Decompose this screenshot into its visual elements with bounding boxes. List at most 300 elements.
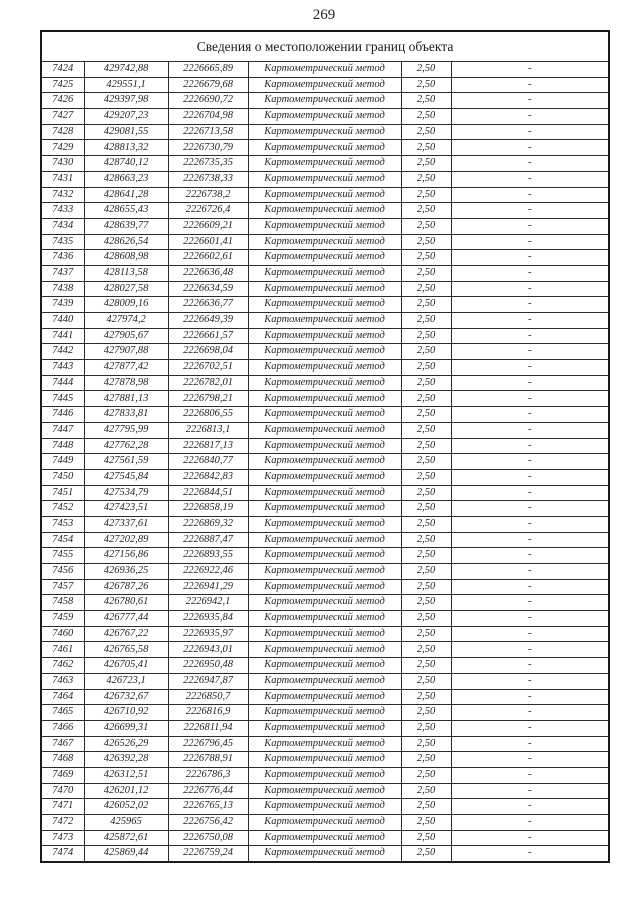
cell-point-number: 7467 [41,736,84,752]
table-row [41,830,609,846]
table-row [41,548,609,564]
cell-method: Картометрический метод [248,265,401,281]
cell-empty: - [451,846,609,862]
cell-coordinate-y: 2226713,58 [168,124,248,140]
cell-coordinate-x: 428009,16 [84,297,168,313]
cell-coordinate-y: 2226811,94 [168,720,248,736]
cell-empty: - [451,469,609,485]
table-row [41,516,609,532]
cell-precision: 2,50 [401,658,451,674]
cell-coordinate-x: 427907,88 [84,344,168,360]
cell-empty: - [451,611,609,627]
table-row [41,109,609,125]
cell-coordinate-y: 2226782,01 [168,375,248,391]
cell-precision: 2,50 [401,485,451,501]
cell-coordinate-x: 427337,61 [84,516,168,532]
cell-point-number: 7425 [41,77,84,93]
cell-point-number: 7472 [41,815,84,831]
cell-method: Картометрический метод [248,218,401,234]
cell-precision: 2,50 [401,799,451,815]
cell-coordinate-y: 2226806,55 [168,407,248,423]
cell-coordinate-y: 2226602,61 [168,250,248,266]
cell-coordinate-y: 2226935,97 [168,626,248,642]
cell-method: Картометрический метод [248,783,401,799]
cell-precision: 2,50 [401,375,451,391]
table-title-row [41,31,609,62]
cell-coordinate-y: 2226922,46 [168,564,248,580]
cell-coordinate-y: 2226661,57 [168,328,248,344]
cell-point-number: 7463 [41,673,84,689]
cell-method: Картометрический метод [248,375,401,391]
cell-coordinate-y: 2226947,87 [168,673,248,689]
cell-coordinate-y: 2226679,68 [168,77,248,93]
cell-point-number: 7450 [41,469,84,485]
cell-coordinate-y: 2226943,01 [168,642,248,658]
cell-coordinate-x: 429081,55 [84,124,168,140]
cell-precision: 2,50 [401,124,451,140]
cell-point-number: 7445 [41,391,84,407]
table-row [41,564,609,580]
table-row [41,846,609,862]
table-row [41,595,609,611]
table-row [41,171,609,187]
cell-method: Картометрический метод [248,156,401,172]
cell-precision: 2,50 [401,501,451,517]
table-row [41,736,609,752]
cell-empty: - [451,626,609,642]
table-row [41,375,609,391]
cell-point-number: 7459 [41,611,84,627]
table-row [41,422,609,438]
cell-coordinate-x: 426705,41 [84,658,168,674]
table-row [41,438,609,454]
cell-method: Картометрический метод [248,407,401,423]
cell-empty: - [451,407,609,423]
cell-coordinate-x: 426732,67 [84,689,168,705]
table-row [41,611,609,627]
cell-coordinate-x: 427156,86 [84,548,168,564]
cell-empty: - [451,595,609,611]
table-row [41,344,609,360]
cell-coordinate-x: 427878,98 [84,375,168,391]
cell-precision: 2,50 [401,846,451,862]
cell-precision: 2,50 [401,344,451,360]
table-row [41,407,609,423]
cell-coordinate-y: 2226840,77 [168,454,248,470]
table-row [41,454,609,470]
cell-empty: - [451,391,609,407]
cell-coordinate-x: 426787,26 [84,579,168,595]
cell-coordinate-y: 2226935,84 [168,611,248,627]
cell-method: Картометрический метод [248,109,401,125]
cell-point-number: 7471 [41,799,84,815]
cell-precision: 2,50 [401,705,451,721]
table-row [41,93,609,109]
cell-coordinate-y: 2226738,2 [168,187,248,203]
cell-empty: - [451,548,609,564]
cell-method: Картометрический метод [248,579,401,595]
cell-coordinate-x: 427833,81 [84,407,168,423]
cell-empty: - [451,124,609,140]
cell-method: Картометрический метод [248,642,401,658]
cell-precision: 2,50 [401,360,451,376]
cell-coordinate-x: 428740,12 [84,156,168,172]
cell-coordinate-x: 426936,25 [84,564,168,580]
cell-coordinate-x: 427545,84 [84,469,168,485]
cell-empty: - [451,830,609,846]
cell-empty: - [451,438,609,454]
cell-coordinate-x: 428027,58 [84,281,168,297]
table-row [41,689,609,705]
cell-point-number: 7437 [41,265,84,281]
cell-method: Картометрический метод [248,344,401,360]
cell-coordinate-y: 2226730,79 [168,140,248,156]
cell-precision: 2,50 [401,218,451,234]
table-title: Сведения о местоположении границ объекта [41,31,609,62]
cell-method: Картометрический метод [248,720,401,736]
cell-method: Картометрический метод [248,250,401,266]
cell-precision: 2,50 [401,422,451,438]
cell-point-number: 7473 [41,830,84,846]
cell-empty: - [451,234,609,250]
cell-coordinate-x: 427877,42 [84,360,168,376]
cell-coordinate-x: 425872,61 [84,830,168,846]
cell-method: Картометрический метод [248,516,401,532]
cell-precision: 2,50 [401,297,451,313]
cell-empty: - [451,752,609,768]
cell-coordinate-x: 426392,28 [84,752,168,768]
cell-method: Картометрический метод [248,501,401,517]
cell-coordinate-y: 2226738,33 [168,171,248,187]
cell-point-number: 7442 [41,344,84,360]
cell-point-number: 7438 [41,281,84,297]
cell-point-number: 7440 [41,313,84,329]
cell-empty: - [451,564,609,580]
cell-method: Картометрический метод [248,77,401,93]
cell-precision: 2,50 [401,187,451,203]
cell-empty: - [451,93,609,109]
cell-empty: - [451,767,609,783]
cell-method: Картометрический метод [248,171,401,187]
cell-coordinate-x: 426723,1 [84,673,168,689]
table-row [41,77,609,93]
cell-coordinate-y: 2226842,83 [168,469,248,485]
cell-precision: 2,50 [401,93,451,109]
cell-empty: - [451,328,609,344]
cell-coordinate-x: 426699,31 [84,720,168,736]
cell-coordinate-x: 427534,79 [84,485,168,501]
table-row [41,469,609,485]
table-row [41,250,609,266]
cell-empty: - [451,516,609,532]
table-row [41,124,609,140]
cell-empty: - [451,187,609,203]
cell-coordinate-y: 2226798,21 [168,391,248,407]
cell-point-number: 7430 [41,156,84,172]
cell-coordinate-y: 2226844,51 [168,485,248,501]
cell-empty: - [451,156,609,172]
cell-point-number: 7461 [41,642,84,658]
table-row [41,360,609,376]
cell-coordinate-x: 428639,77 [84,218,168,234]
cell-method: Картометрический метод [248,767,401,783]
cell-precision: 2,50 [401,752,451,768]
table-row [41,783,609,799]
cell-coordinate-y: 2226690,72 [168,93,248,109]
cell-empty: - [451,62,609,78]
cell-point-number: 7464 [41,689,84,705]
cell-coordinate-y: 2226786,3 [168,767,248,783]
cell-precision: 2,50 [401,548,451,564]
cell-precision: 2,50 [401,407,451,423]
cell-point-number: 7439 [41,297,84,313]
cell-coordinate-y: 2226950,48 [168,658,248,674]
cell-empty: - [451,140,609,156]
cell-coordinate-x: 428626,54 [84,234,168,250]
cell-empty: - [451,422,609,438]
cell-point-number: 7429 [41,140,84,156]
cell-precision: 2,50 [401,689,451,705]
cell-empty: - [451,720,609,736]
table-row [41,705,609,721]
cell-empty: - [451,658,609,674]
cell-point-number: 7452 [41,501,84,517]
table-row [41,313,609,329]
cell-precision: 2,50 [401,673,451,689]
cell-empty: - [451,485,609,501]
cell-point-number: 7460 [41,626,84,642]
cell-precision: 2,50 [401,611,451,627]
cell-precision: 2,50 [401,438,451,454]
cell-empty: - [451,532,609,548]
table-row [41,485,609,501]
cell-empty: - [451,265,609,281]
table-row [41,187,609,203]
cell-precision: 2,50 [401,783,451,799]
cell-point-number: 7447 [41,422,84,438]
cell-method: Картометрический метод [248,658,401,674]
cell-coordinate-y: 2226756,42 [168,815,248,831]
cell-method: Картометрический метод [248,297,401,313]
cell-method: Картометрический метод [248,799,401,815]
cell-method: Картометрический метод [248,93,401,109]
cell-coordinate-x: 426052,02 [84,799,168,815]
cell-coordinate-y: 2226813,1 [168,422,248,438]
cell-coordinate-y: 2226887,47 [168,532,248,548]
cell-precision: 2,50 [401,454,451,470]
cell-empty: - [451,501,609,517]
cell-point-number: 7451 [41,485,84,501]
cell-point-number: 7435 [41,234,84,250]
cell-precision: 2,50 [401,767,451,783]
cell-empty: - [451,297,609,313]
cell-coordinate-x: 428663,23 [84,171,168,187]
cell-method: Картометрический метод [248,140,401,156]
cell-point-number: 7428 [41,124,84,140]
cell-coordinate-x: 427561,59 [84,454,168,470]
cell-method: Картометрический метод [248,673,401,689]
cell-method: Картометрический метод [248,830,401,846]
cell-coordinate-x: 428608,98 [84,250,168,266]
cell-point-number: 7434 [41,218,84,234]
cell-empty: - [451,313,609,329]
cell-coordinate-y: 2226665,89 [168,62,248,78]
cell-point-number: 7466 [41,720,84,736]
table-row [41,265,609,281]
cell-precision: 2,50 [401,642,451,658]
cell-point-number: 7436 [41,250,84,266]
cell-coordinate-x: 427423,51 [84,501,168,517]
cell-point-number: 7427 [41,109,84,125]
cell-empty: - [451,783,609,799]
cell-precision: 2,50 [401,156,451,172]
cell-method: Картометрический метод [248,438,401,454]
cell-point-number: 7457 [41,579,84,595]
cell-empty: - [451,689,609,705]
cell-empty: - [451,642,609,658]
cell-coordinate-x: 429397,98 [84,93,168,109]
cell-method: Картометрический метод [248,611,401,627]
cell-empty: - [451,815,609,831]
table-row [41,203,609,219]
cell-empty: - [451,799,609,815]
cell-coordinate-x: 426777,44 [84,611,168,627]
cell-coordinate-y: 2226704,98 [168,109,248,125]
cell-coordinate-y: 2226817,13 [168,438,248,454]
cell-coordinate-y: 2226816,9 [168,705,248,721]
cell-coordinate-y: 2226941,29 [168,579,248,595]
cell-point-number: 7458 [41,595,84,611]
cell-point-number: 7474 [41,846,84,862]
cell-coordinate-y: 2226698,04 [168,344,248,360]
cell-empty: - [451,281,609,297]
cell-method: Картометрический метод [248,689,401,705]
cell-method: Картометрический метод [248,391,401,407]
cell-method: Картометрический метод [248,705,401,721]
cell-coordinate-y: 2226634,59 [168,281,248,297]
cell-coordinate-x: 427795,99 [84,422,168,438]
cell-coordinate-x: 428113,58 [84,265,168,281]
cell-point-number: 7431 [41,171,84,187]
cell-coordinate-x: 427905,67 [84,328,168,344]
cell-coordinate-y: 2226636,77 [168,297,248,313]
cell-coordinate-x: 428813,32 [84,140,168,156]
cell-point-number: 7455 [41,548,84,564]
cell-precision: 2,50 [401,328,451,344]
cell-precision: 2,50 [401,234,451,250]
cell-coordinate-y: 2226850,7 [168,689,248,705]
cell-coordinate-y: 2226750,08 [168,830,248,846]
cell-coordinate-x: 429742,88 [84,62,168,78]
cell-coordinate-x: 427881,13 [84,391,168,407]
cell-coordinate-y: 2226788,91 [168,752,248,768]
cell-point-number: 7456 [41,564,84,580]
cell-method: Картометрический метод [248,281,401,297]
cell-empty: - [451,77,609,93]
table-row [41,501,609,517]
cell-coordinate-x: 425869,44 [84,846,168,862]
cell-point-number: 7449 [41,454,84,470]
cell-coordinate-x: 429207,23 [84,109,168,125]
table-row [41,752,609,768]
cell-point-number: 7448 [41,438,84,454]
cell-precision: 2,50 [401,140,451,156]
cell-coordinate-x: 426765,58 [84,642,168,658]
cell-method: Картометрический метод [248,485,401,501]
cell-empty: - [451,218,609,234]
cell-coordinate-y: 2226735,35 [168,156,248,172]
cell-empty: - [451,375,609,391]
cell-precision: 2,50 [401,203,451,219]
cell-empty: - [451,705,609,721]
cell-method: Картометрический метод [248,564,401,580]
cell-point-number: 7441 [41,328,84,344]
cell-precision: 2,50 [401,579,451,595]
cell-point-number: 7433 [41,203,84,219]
table-row [41,297,609,313]
cell-coordinate-x: 426767,22 [84,626,168,642]
cell-method: Картометрический метод [248,626,401,642]
cell-method: Картометрический метод [248,234,401,250]
boundary-coordinates-table [40,30,610,863]
cell-empty: - [451,344,609,360]
cell-point-number: 7462 [41,658,84,674]
cell-method: Картометрический метод [248,469,401,485]
cell-method: Картометрический метод [248,846,401,862]
cell-precision: 2,50 [401,815,451,831]
cell-point-number: 7424 [41,62,84,78]
cell-coordinate-y: 2226702,51 [168,360,248,376]
cell-precision: 2,50 [401,171,451,187]
cell-coordinate-x: 426201,12 [84,783,168,799]
table-row [41,579,609,595]
cell-point-number: 7470 [41,783,84,799]
table-row [41,234,609,250]
cell-method: Картометрический метод [248,328,401,344]
cell-point-number: 7454 [41,532,84,548]
table-row [41,62,609,78]
cell-coordinate-x: 426710,92 [84,705,168,721]
table-row [41,281,609,297]
cell-precision: 2,50 [401,265,451,281]
cell-method: Картометрический метод [248,62,401,78]
cell-empty: - [451,203,609,219]
cell-coordinate-y: 2226765,13 [168,799,248,815]
cell-method: Картометрический метод [248,595,401,611]
cell-precision: 2,50 [401,109,451,125]
cell-coordinate-x: 425965 [84,815,168,831]
cell-method: Картометрический метод [248,752,401,768]
cell-empty: - [451,454,609,470]
cell-method: Картометрический метод [248,187,401,203]
cell-empty: - [451,736,609,752]
table-row [41,815,609,831]
cell-precision: 2,50 [401,469,451,485]
table-row [41,642,609,658]
cell-coordinate-x: 427202,89 [84,532,168,548]
table-row [41,328,609,344]
page-number: 269 [312,7,336,23]
cell-point-number: 7432 [41,187,84,203]
cell-coordinate-y: 2226759,24 [168,846,248,862]
cell-point-number: 7469 [41,767,84,783]
cell-empty: - [451,360,609,376]
cell-method: Картометрический метод [248,313,401,329]
cell-empty: - [451,171,609,187]
cell-point-number: 7468 [41,752,84,768]
cell-coordinate-x: 427974,2 [84,313,168,329]
cell-coordinate-y: 2226609,21 [168,218,248,234]
